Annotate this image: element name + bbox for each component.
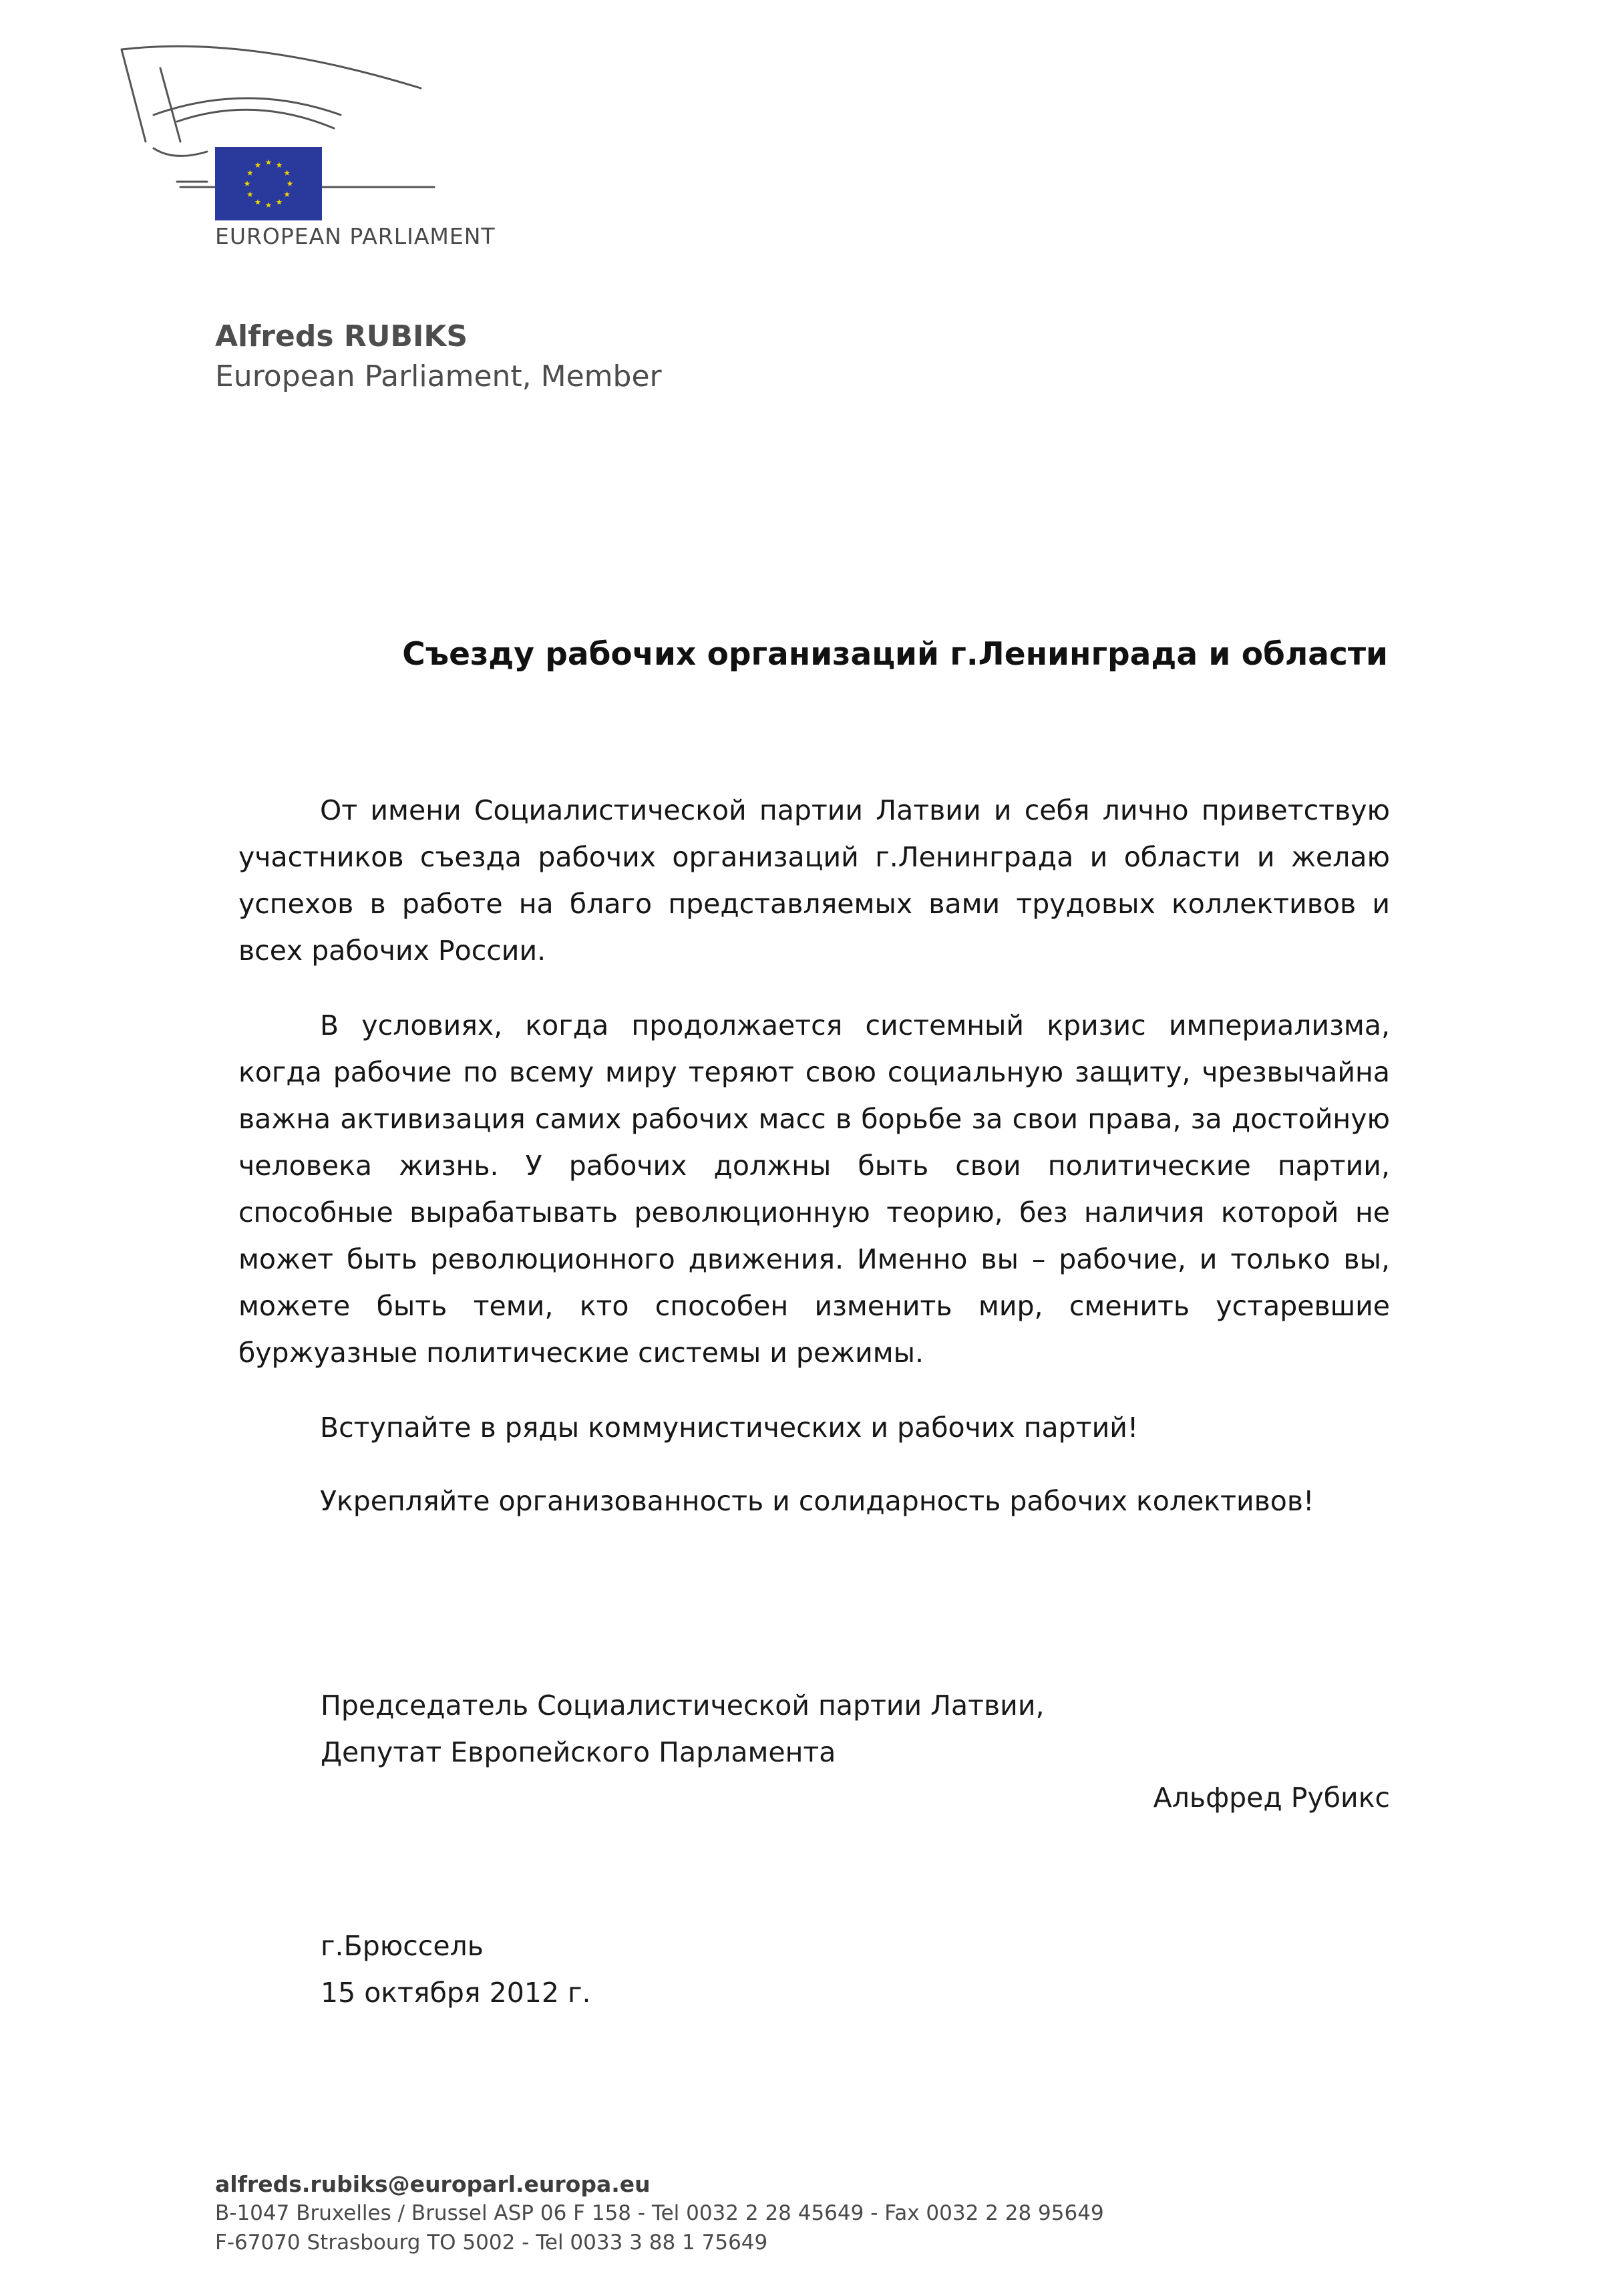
signature-title-2: Депутат Европейского Парламента	[321, 1736, 836, 1768]
sender-name: Alfreds RUBIKS	[215, 319, 468, 353]
slogan-join: Вступайте в ряды коммунистических и рабочих партий!	[320, 1412, 1139, 1444]
footer-address-strasbourg: F-67070 Strasbourg TO 5002 - Tel 0033 3 88 1 75649	[215, 2231, 768, 2255]
paragraph-greeting: От имени Социалистической партии Латвии и себя лично приветствую участников съезда рабочих организаций г.Ленинграда и области и желаю успехов в работе на благо представляемых вами трудовых коллективов и всех рабочих России.	[238, 794, 1390, 967]
letter-heading: Съезду рабочих организаций г.Ленинграда и области	[402, 636, 1388, 673]
sender-role: European Parliament, Member	[215, 359, 662, 393]
date: 15 октября 2012 г.	[321, 1977, 591, 2009]
footer-address-brussels: B-1047 Bruxelles / Brussel ASP 06 F 158 - Tel 0032 2 28 45649 - Fax 0032 2 28 95649	[215, 2201, 1104, 2225]
place: г.Брюссель	[321, 1930, 484, 1962]
logo-caption: EUROPEAN PARLIAMENT	[215, 223, 496, 249]
paragraph-main: В условиях, когда продолжается системный кризис империализма, когда рабочие по всему миру теряют свою социальную защиту, чрезвычайна важна активизация самих рабочих масс в борьбе за свои права, за достойную человека жизнь. У рабочих должны быть свои политические партии, способные вырабатывать революционную теорию, без наличия которой не может быть революционного движения. Именно вы – рабочие, и только вы, можете быть теми, кто способен изменить мир, сменить устаревшие буржуазные политические системы и режимы.	[238, 1009, 1390, 1369]
footer-email: alfreds.rubiks@europarl.europa.eu	[215, 2171, 651, 2197]
letter-body	[238, 787, 1390, 1551]
signature-name: Альфред Рубикс	[1153, 1782, 1390, 1814]
slogan-solidarity: Укрепляйте организованность и солидарность рабочих колективов!	[320, 1485, 1314, 1517]
eu-flag	[215, 147, 322, 220]
signature-title-1: Председатель Социалистической партии Латвии,	[321, 1689, 1045, 1721]
